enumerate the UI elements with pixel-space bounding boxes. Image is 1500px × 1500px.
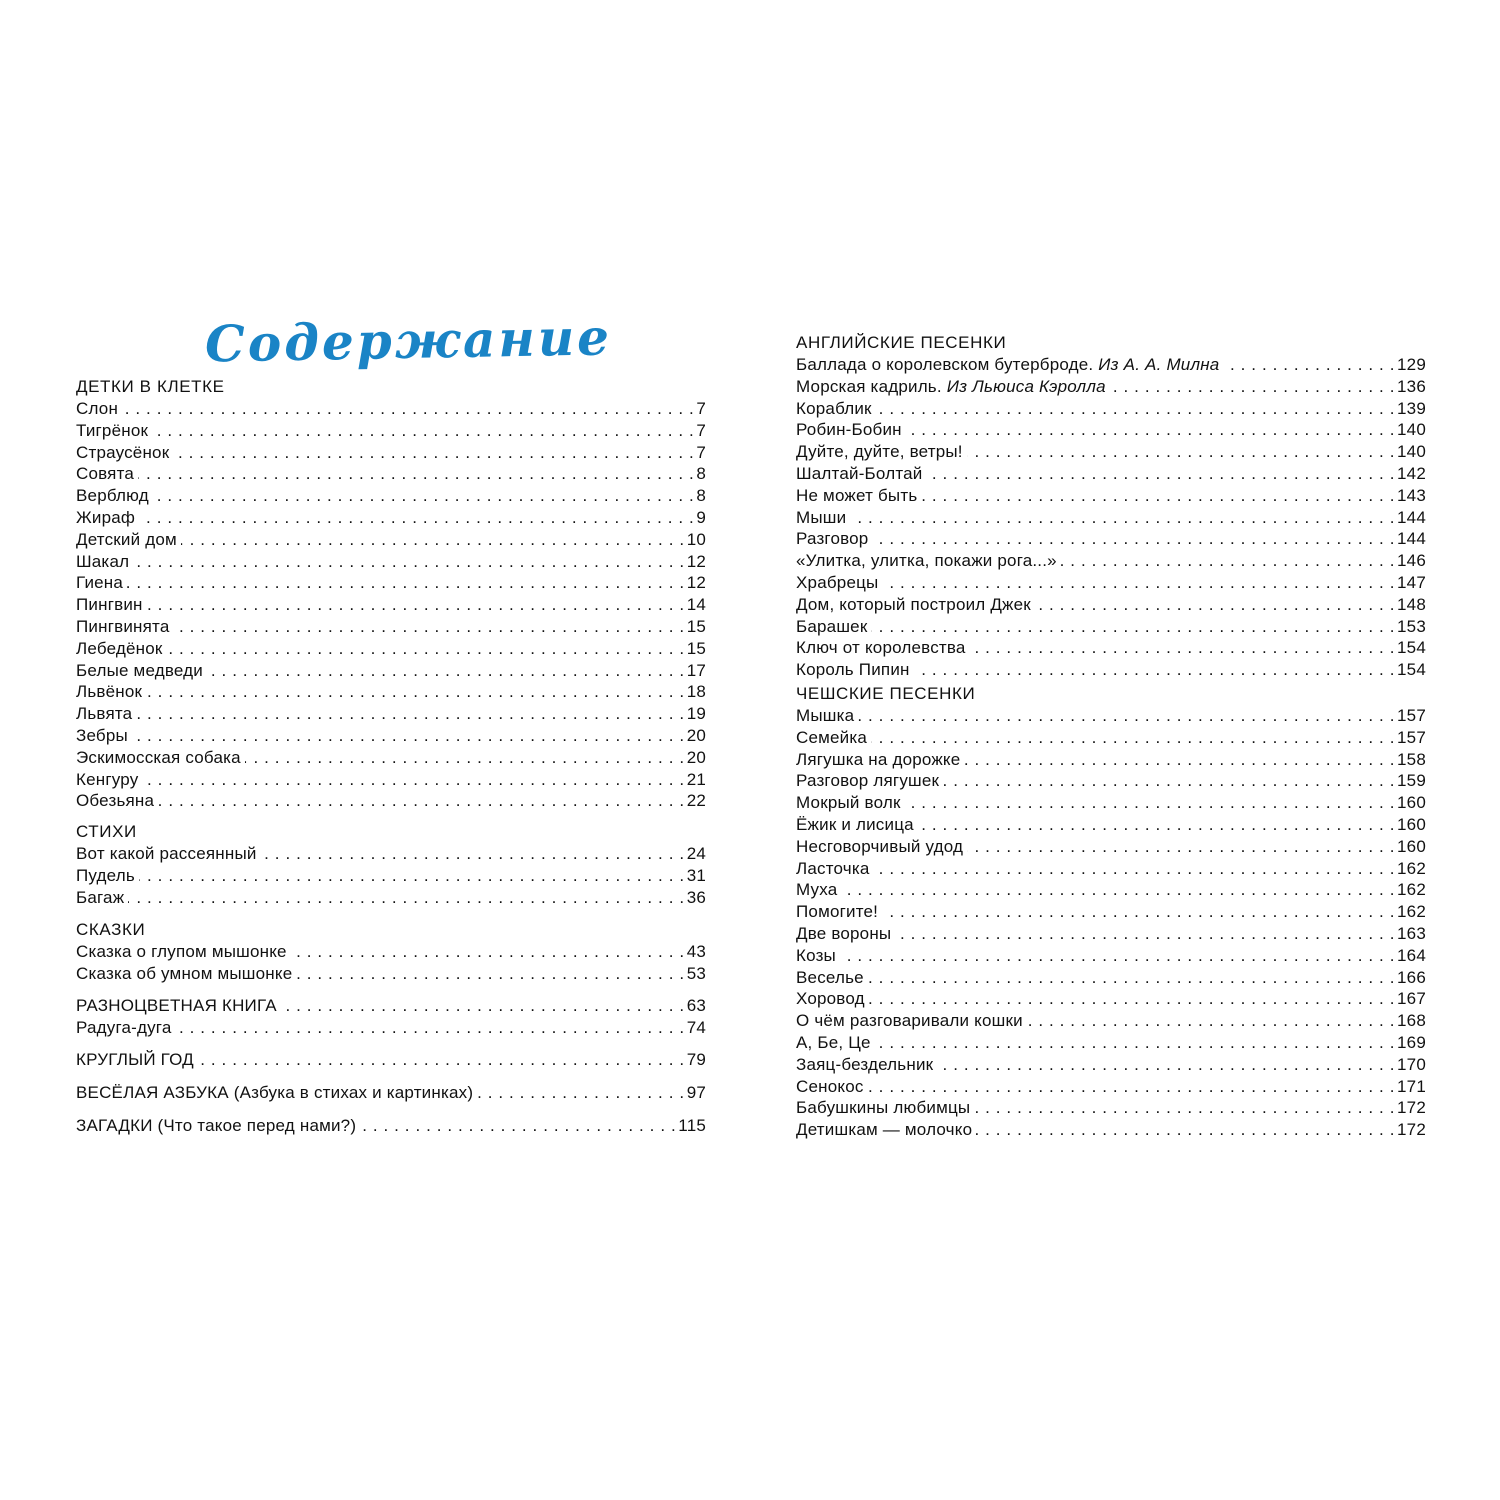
entry-title: Детский дом [76, 529, 177, 549]
entry-page-number: 159 [1397, 771, 1426, 791]
entry-page-number: 171 [1397, 1076, 1426, 1096]
entry-title: Несговорчивый удод [796, 836, 964, 856]
entry-page-number: 18 [686, 682, 706, 702]
entry-title: А, Бе, Це [796, 1033, 871, 1052]
toc-entry[interactable] [796, 616, 1426, 638]
toc-entry[interactable] [76, 725, 706, 747]
entry-page-number: 154 [1397, 660, 1426, 680]
entry-page-number: 158 [1397, 749, 1426, 769]
leader-dots [850, 507, 1395, 529]
entry-page-number: 17 [686, 660, 706, 680]
entry-page-number: 160 [1397, 793, 1426, 813]
toc-entry[interactable] [796, 572, 1426, 594]
leader-dots [245, 747, 685, 769]
entry-title: Шалтай-Болтай [796, 464, 923, 483]
entry-title: ВЕСЁЛАЯ АЗБУКА (Азбука в стихах и картинках) [76, 1083, 474, 1102]
entry-page-number: 154 [1397, 638, 1426, 658]
toc-entry[interactable] [76, 681, 706, 703]
entry-page-number: 170 [1397, 1054, 1426, 1074]
entry-title: Страусёнок [76, 442, 170, 462]
toc-entry[interactable] [796, 814, 1426, 836]
leader-dots [133, 551, 684, 573]
entry-page-number: 20 [686, 747, 706, 767]
entry-title: Ласточка [796, 858, 870, 878]
entry-title: Король Пипин [796, 660, 910, 680]
toc-entry[interactable] [796, 792, 1426, 814]
entry-title: Мокрый волк [796, 793, 901, 813]
entry-title: Сенокос [796, 1076, 864, 1096]
entry-page-number: 43 [686, 942, 706, 961]
toc-entry[interactable] [796, 1032, 1426, 1054]
toc-entry[interactable] [76, 790, 706, 812]
leader-dots [905, 792, 1395, 814]
toc-entry[interactable] [796, 637, 1426, 659]
entry-title: Морская кадриль. Из Льюиса Кэролла [796, 376, 1106, 396]
toc-entry[interactable] [796, 901, 1426, 923]
toc-entry[interactable] [76, 572, 706, 594]
leader-dots [914, 659, 1395, 681]
leader-dots [477, 1082, 685, 1104]
entry-title: КРУГЛЫЙ ГОД [76, 1050, 194, 1069]
entry-title: Барашек [796, 616, 868, 636]
entry-title: Разговор [796, 529, 869, 549]
entry-title: Эскимосская собака [76, 747, 241, 767]
entry-page-number: 164 [1397, 945, 1426, 965]
leader-dots [970, 637, 1395, 659]
leader-dots [882, 572, 1395, 594]
toc-entry[interactable] [796, 836, 1426, 858]
leader-dots [1027, 1010, 1395, 1032]
leader-dots [291, 941, 685, 963]
section-heading: СКАЗКИ [76, 920, 146, 939]
entry-title: Пингвинята [76, 617, 170, 636]
leader-dots [876, 398, 1395, 420]
entry-page-number: 24 [686, 844, 706, 863]
entry-page-number: 142 [1397, 464, 1426, 483]
entry-page-number: 15 [686, 638, 706, 658]
entry-page-number: 136 [1397, 376, 1426, 396]
entry-title: Баллада о королевском бутерброде. Из А. А. Милна [796, 355, 1220, 374]
toc-entry[interactable] [76, 1115, 706, 1137]
entry-title: Ёжик и лисица [796, 815, 914, 834]
entry-title: Жираф [76, 508, 136, 527]
entry-title: Ключ от королевства [796, 638, 966, 658]
leader-dots [943, 770, 1395, 792]
entry-title: Львята [76, 704, 133, 724]
entry-page-number: 172 [1397, 1120, 1426, 1140]
leader-dots [967, 441, 1395, 463]
toc-entry[interactable] [76, 616, 706, 638]
entry-title: Разговор лягушек [796, 771, 940, 791]
page-title: Содержание [204, 307, 613, 374]
leader-dots [139, 865, 685, 887]
entry-title: Дом, который построил Джек [796, 594, 1031, 614]
entry-title: Бабушкины любимцы [796, 1098, 971, 1118]
leader-dots [869, 988, 1395, 1010]
leader-dots [142, 769, 684, 791]
leader-dots [868, 967, 1395, 989]
entry-title: Робин-Бобин [796, 420, 902, 440]
leader-dots [918, 814, 1395, 836]
entry-title: Дуйте, дуйте, ветры! [796, 442, 963, 462]
entry-title: Гиена [76, 573, 124, 593]
toc-entry[interactable] [796, 1076, 1426, 1098]
leader-dots [153, 485, 695, 507]
entry-title: Сказка о глупом мышонке [76, 942, 287, 961]
toc-entry[interactable] [796, 1010, 1426, 1032]
leader-dots [967, 836, 1395, 858]
entry-title: Лебедёнок [76, 638, 163, 658]
leader-dots [937, 1054, 1395, 1076]
leader-dots [1061, 550, 1395, 572]
entry-page-number: 153 [1397, 616, 1426, 636]
leader-dots [173, 616, 684, 638]
leader-dots [964, 749, 1395, 771]
entry-page-number: 97 [686, 1083, 706, 1102]
entry-title: Козы [796, 945, 836, 965]
entry-page-number: 157 [1397, 727, 1426, 747]
entry-page-number: 157 [1397, 706, 1426, 725]
toc-entry[interactable] [796, 879, 1426, 901]
entry-title: Детишкам — молочко [796, 1120, 973, 1140]
leader-dots [1110, 376, 1395, 398]
entry-page-number: 7 [696, 399, 706, 418]
leader-dots [926, 463, 1395, 485]
toc-entry[interactable] [76, 703, 706, 725]
entry-page-number: 15 [686, 617, 706, 636]
entry-page-number: 10 [686, 529, 706, 549]
toc-entry[interactable] [76, 963, 706, 985]
entry-title: Заяц-бездельник [796, 1054, 934, 1074]
entry-title: Слон [76, 399, 119, 418]
leader-dots [871, 616, 1395, 638]
entry-page-number: 74 [686, 1018, 706, 1037]
entry-title: Хоровод [796, 989, 865, 1009]
leader-dots [1223, 354, 1395, 376]
toc-entry[interactable] [796, 376, 1426, 398]
entry-title: Пингвин [76, 595, 143, 615]
leader-dots [152, 420, 694, 442]
leader-dots [173, 442, 694, 464]
toc-entry[interactable] [796, 967, 1426, 989]
toc-entry[interactable] [796, 550, 1426, 572]
entry-title: Сказка об умном мышонке [76, 963, 293, 983]
entry-page-number: 12 [686, 551, 706, 571]
toc-entry[interactable] [796, 923, 1426, 945]
entry-title: Шакал [76, 551, 130, 571]
leader-dots [296, 963, 684, 985]
entry-page-number: 22 [686, 791, 706, 811]
entry-page-number: 144 [1397, 507, 1426, 527]
section-heading: АНГЛИЙСКИЕ ПЕСЕНКИ [796, 333, 1007, 352]
toc-entry[interactable] [796, 770, 1426, 792]
toc-entry[interactable] [76, 529, 706, 551]
leader-dots [147, 594, 685, 616]
leader-dots [146, 681, 685, 703]
toc-entry[interactable] [76, 420, 706, 442]
toc-entry[interactable] [796, 727, 1426, 749]
entry-page-number: 166 [1397, 967, 1426, 987]
entry-title: Львёнок [76, 682, 143, 702]
toc-entry[interactable] [796, 705, 1426, 727]
leader-dots [874, 858, 1396, 880]
entry-page-number: 160 [1397, 836, 1426, 856]
leader-dots [976, 1119, 1395, 1141]
entry-author: Из А. А. Милна [1098, 355, 1220, 374]
entry-page-number: 31 [686, 865, 706, 885]
toc-entry[interactable] [796, 485, 1426, 507]
entry-page-number: 167 [1397, 989, 1426, 1009]
toc-entry[interactable] [796, 463, 1426, 485]
entry-title: Веселье [796, 967, 864, 987]
leader-dots [158, 790, 685, 812]
entry-page-number: 140 [1397, 420, 1426, 440]
leader-dots [858, 705, 1395, 727]
entry-page-number: 20 [686, 726, 706, 745]
entry-title: Две вороны [796, 924, 892, 943]
leader-dots [207, 660, 685, 682]
entry-page-number: 147 [1397, 573, 1426, 592]
leader-dots [360, 1115, 676, 1137]
toc-entry[interactable] [76, 638, 706, 660]
entry-title: Кораблик [796, 398, 872, 418]
leader-dots [176, 1017, 685, 1039]
toc-entry[interactable] [76, 769, 706, 791]
leader-dots [128, 887, 684, 909]
entry-title: РАЗНОЦВЕТНАЯ КНИГА [76, 996, 277, 1015]
toc-entry[interactable] [76, 1049, 706, 1071]
leader-dots [868, 1076, 1395, 1098]
entry-page-number: 8 [696, 486, 706, 506]
toc-entry[interactable] [76, 551, 706, 573]
toc-entry[interactable] [76, 843, 706, 865]
leader-dots [281, 995, 685, 1017]
entry-page-number: 7 [696, 420, 706, 440]
leader-dots [139, 507, 694, 529]
entry-page-number: 168 [1397, 1011, 1426, 1031]
toc-entry[interactable] [796, 441, 1426, 463]
entry-page-number: 162 [1397, 902, 1426, 922]
leader-dots [136, 703, 684, 725]
entry-page-number: 148 [1397, 594, 1426, 614]
entry-page-number: 172 [1397, 1098, 1426, 1118]
toc-entry[interactable] [76, 463, 706, 485]
entry-title: Белые медведи [76, 660, 203, 680]
entry-title: Радуга-дуга [76, 1018, 172, 1037]
entry-title: О чём разговаривали кошки [796, 1011, 1023, 1031]
entry-page-number: 7 [696, 442, 706, 462]
toc-entry[interactable] [796, 398, 1426, 420]
entry-page-number: 146 [1397, 551, 1426, 571]
leader-dots [198, 1049, 685, 1071]
toc-entry[interactable] [796, 988, 1426, 1010]
leader-dots [127, 572, 685, 594]
entry-title: Вот какой рассеянный [76, 844, 257, 863]
leader-dots [132, 725, 685, 747]
toc-entry[interactable] [796, 749, 1426, 771]
entry-page-number: 9 [696, 508, 706, 527]
entry-title: Семейка [796, 727, 868, 747]
toc-entry[interactable] [796, 528, 1426, 550]
toc-entry[interactable] [796, 659, 1426, 681]
toc-entry[interactable] [76, 865, 706, 887]
entry-page-number: 143 [1397, 485, 1426, 505]
toc-entry[interactable] [76, 398, 706, 420]
leader-dots [872, 528, 1395, 550]
entry-page-number: 21 [686, 769, 706, 789]
toc-entry[interactable] [796, 945, 1426, 967]
entry-title: Верблюд [76, 486, 149, 506]
entry-title: Мышка [796, 706, 855, 725]
entry-page-number: 140 [1397, 442, 1426, 462]
section-heading: ЧЕШСКИЕ ПЕСЕНКИ [796, 684, 976, 703]
entry-page-number: 169 [1397, 1033, 1426, 1052]
entry-title: Не может быть [796, 485, 918, 505]
entry-title: ЗАГАДКИ (Что такое перед нами?) [76, 1116, 357, 1135]
toc-entry[interactable] [76, 594, 706, 616]
entry-page-number: 19 [686, 704, 706, 724]
leader-dots [882, 901, 1395, 923]
toc-entry[interactable] [76, 660, 706, 682]
leader-dots [875, 1032, 1395, 1054]
toc-entry[interactable] [76, 442, 706, 464]
entry-title: Кенгуру [76, 769, 139, 789]
entry-page-number: 144 [1397, 529, 1426, 549]
toc-entry[interactable] [76, 995, 706, 1017]
entry-page-number: 115 [678, 1116, 706, 1135]
toc-entry[interactable] [796, 419, 1426, 441]
toc-entry[interactable] [796, 858, 1426, 880]
entry-page-number: 8 [696, 464, 706, 484]
toc-entry[interactable] [796, 1097, 1426, 1119]
toc-entry[interactable] [796, 594, 1426, 616]
entry-page-number: 162 [1397, 880, 1426, 900]
entry-page-number: 139 [1397, 398, 1426, 418]
leader-dots [167, 638, 685, 660]
entry-title: «Улитка, улитка, покажи рога...» [796, 551, 1057, 571]
entry-title: Обезьяна [76, 791, 155, 811]
toc-entry[interactable] [76, 747, 706, 769]
entry-title: Храбрецы [796, 573, 879, 592]
entry-title: Муха [796, 880, 838, 900]
toc-entry[interactable] [796, 1054, 1426, 1076]
toc-entry[interactable] [796, 354, 1426, 376]
leader-dots [871, 727, 1395, 749]
section-heading: СТИХИ [76, 822, 137, 841]
entry-page-number: 14 [686, 595, 706, 615]
leader-dots [895, 923, 1395, 945]
entry-page-number: 163 [1397, 924, 1426, 943]
toc-entry[interactable] [796, 507, 1426, 529]
leader-dots [906, 419, 1395, 441]
entry-title: Лягушка на дорожке [796, 749, 961, 769]
toc-entry[interactable] [76, 1017, 706, 1039]
entry-page-number: 53 [686, 963, 706, 983]
entry-title: Тигрёнок [76, 420, 149, 440]
entry-author: Из Льюиса Кэролла [946, 376, 1106, 396]
entry-page-number: 63 [686, 996, 706, 1015]
leader-dots [1035, 594, 1395, 616]
toc-entry[interactable] [76, 941, 706, 963]
entry-title: Мыши [796, 507, 847, 527]
entry-page-number: 129 [1397, 355, 1426, 374]
section-heading: ДЕТКИ В КЛЕТКЕ [76, 377, 225, 396]
entry-title: Совята [76, 464, 135, 484]
toc-entry[interactable] [796, 1119, 1426, 1141]
leader-dots [261, 843, 685, 865]
toc-entry[interactable] [76, 1082, 706, 1104]
entry-page-number: 79 [686, 1050, 706, 1069]
leader-dots [974, 1097, 1395, 1119]
entry-page-number: 160 [1397, 815, 1426, 834]
entry-page-number: 12 [686, 573, 706, 593]
entry-page-number: 36 [686, 887, 706, 907]
toc-entry[interactable] [76, 507, 706, 529]
toc-entry[interactable] [76, 887, 706, 909]
toc-entry[interactable] [76, 485, 706, 507]
leader-dots [921, 485, 1395, 507]
entry-title: Багаж [76, 887, 125, 907]
entry-page-number: 162 [1397, 858, 1426, 878]
leader-dots [841, 879, 1395, 901]
leader-dots [840, 945, 1395, 967]
entry-title: Помогите! [796, 902, 879, 922]
entry-title: Зебры [76, 726, 128, 745]
entry-title: Пудель [76, 865, 135, 885]
leader-dots [138, 463, 694, 485]
leader-dots [181, 529, 685, 551]
leader-dots [122, 398, 694, 420]
